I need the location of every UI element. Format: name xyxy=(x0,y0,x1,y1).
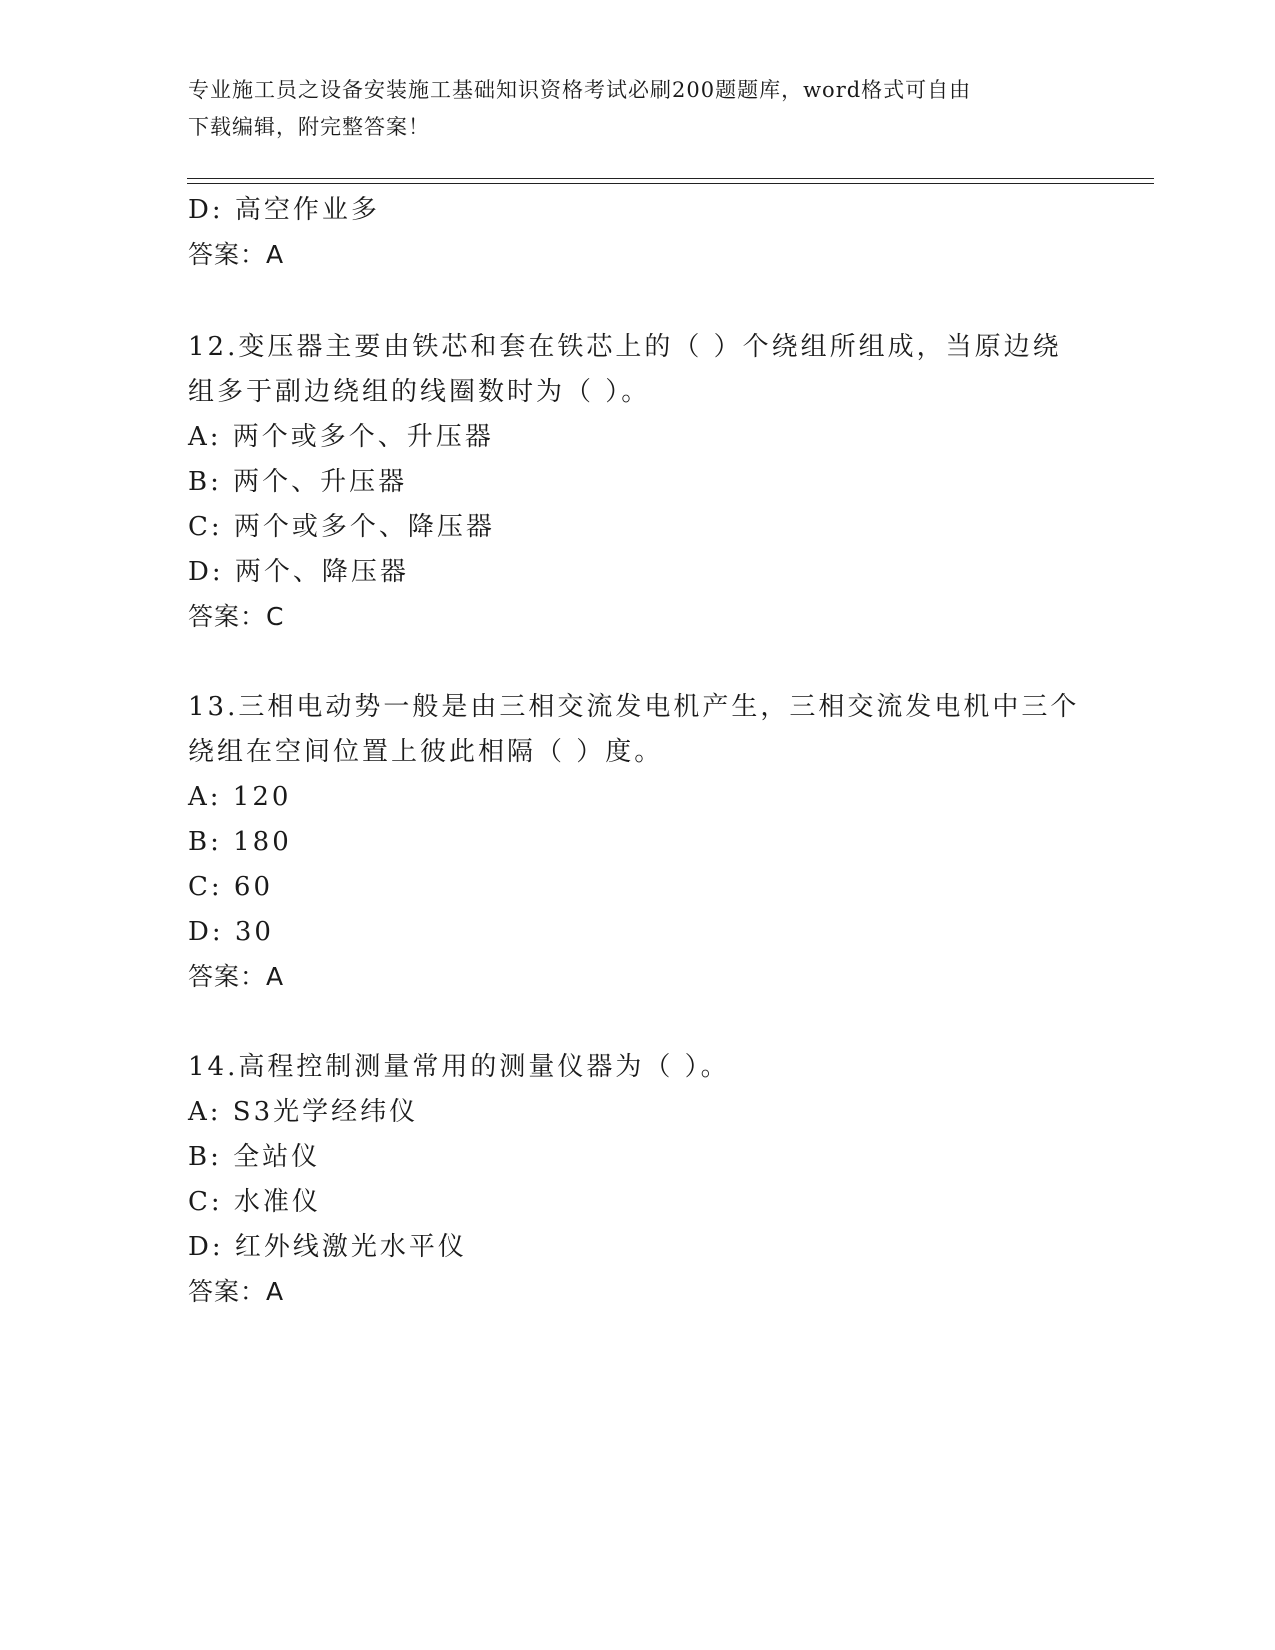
q12-stem-line-1: 12.变压器主要由铁芯和套在铁芯上的（ ）个绕组所组成，当原边绕 xyxy=(188,332,1062,362)
q12-option-d: D: 两个、降压器 xyxy=(188,557,409,587)
document-header xyxy=(188,72,1078,146)
q14-answer: 答案：A xyxy=(188,1277,285,1306)
q14-option-b: B: 全站仪 xyxy=(188,1142,321,1172)
q13-answer: 答案：A xyxy=(188,962,285,991)
header-divider-top xyxy=(187,178,1154,179)
header-divider-bottom xyxy=(187,183,1154,184)
q13-option-b: B: 180 xyxy=(188,827,292,857)
q14-option-c: C: 水准仪 xyxy=(188,1187,321,1217)
q13-option-a: A: 120 xyxy=(188,782,292,812)
q14-option-d: D: 红外线激光水平仪 xyxy=(188,1232,467,1262)
header-line-1: 专业施工员之设备安装施工基础知识资格考试必刷200题题库，word格式可自由 xyxy=(188,78,972,102)
q14-option-a: A: S3光学经纬仪 xyxy=(188,1097,419,1127)
q12-option-a: A: 两个或多个、升压器 xyxy=(188,422,494,452)
prev-answer: 答案：A xyxy=(188,240,285,269)
q12-option-c: C: 两个或多个、降压器 xyxy=(188,512,495,542)
q13-stem-line-1: 13.三相电动势一般是由三相交流发电机产生，三相交流发电机中三个 xyxy=(188,692,1080,722)
q13-option-d: D: 30 xyxy=(188,917,274,947)
header-line-2: 下载编辑，附完整答案！ xyxy=(188,115,430,139)
q13-option-c: C: 60 xyxy=(188,872,274,902)
q14-stem-line-1: 14.高程控制测量常用的测量仪器为（ ）。 xyxy=(188,1052,730,1082)
q12-answer: 答案：C xyxy=(188,602,285,631)
q12-stem-line-2: 组多于副边绕组的线圈数时为（ ）。 xyxy=(188,377,651,407)
q13-stem-line-2: 绕组在空间位置上彼此相隔（ ）度。 xyxy=(188,737,664,767)
prev-option-d: D: 高空作业多 xyxy=(188,195,380,225)
q12-option-b: B: 两个、升压器 xyxy=(188,467,408,497)
